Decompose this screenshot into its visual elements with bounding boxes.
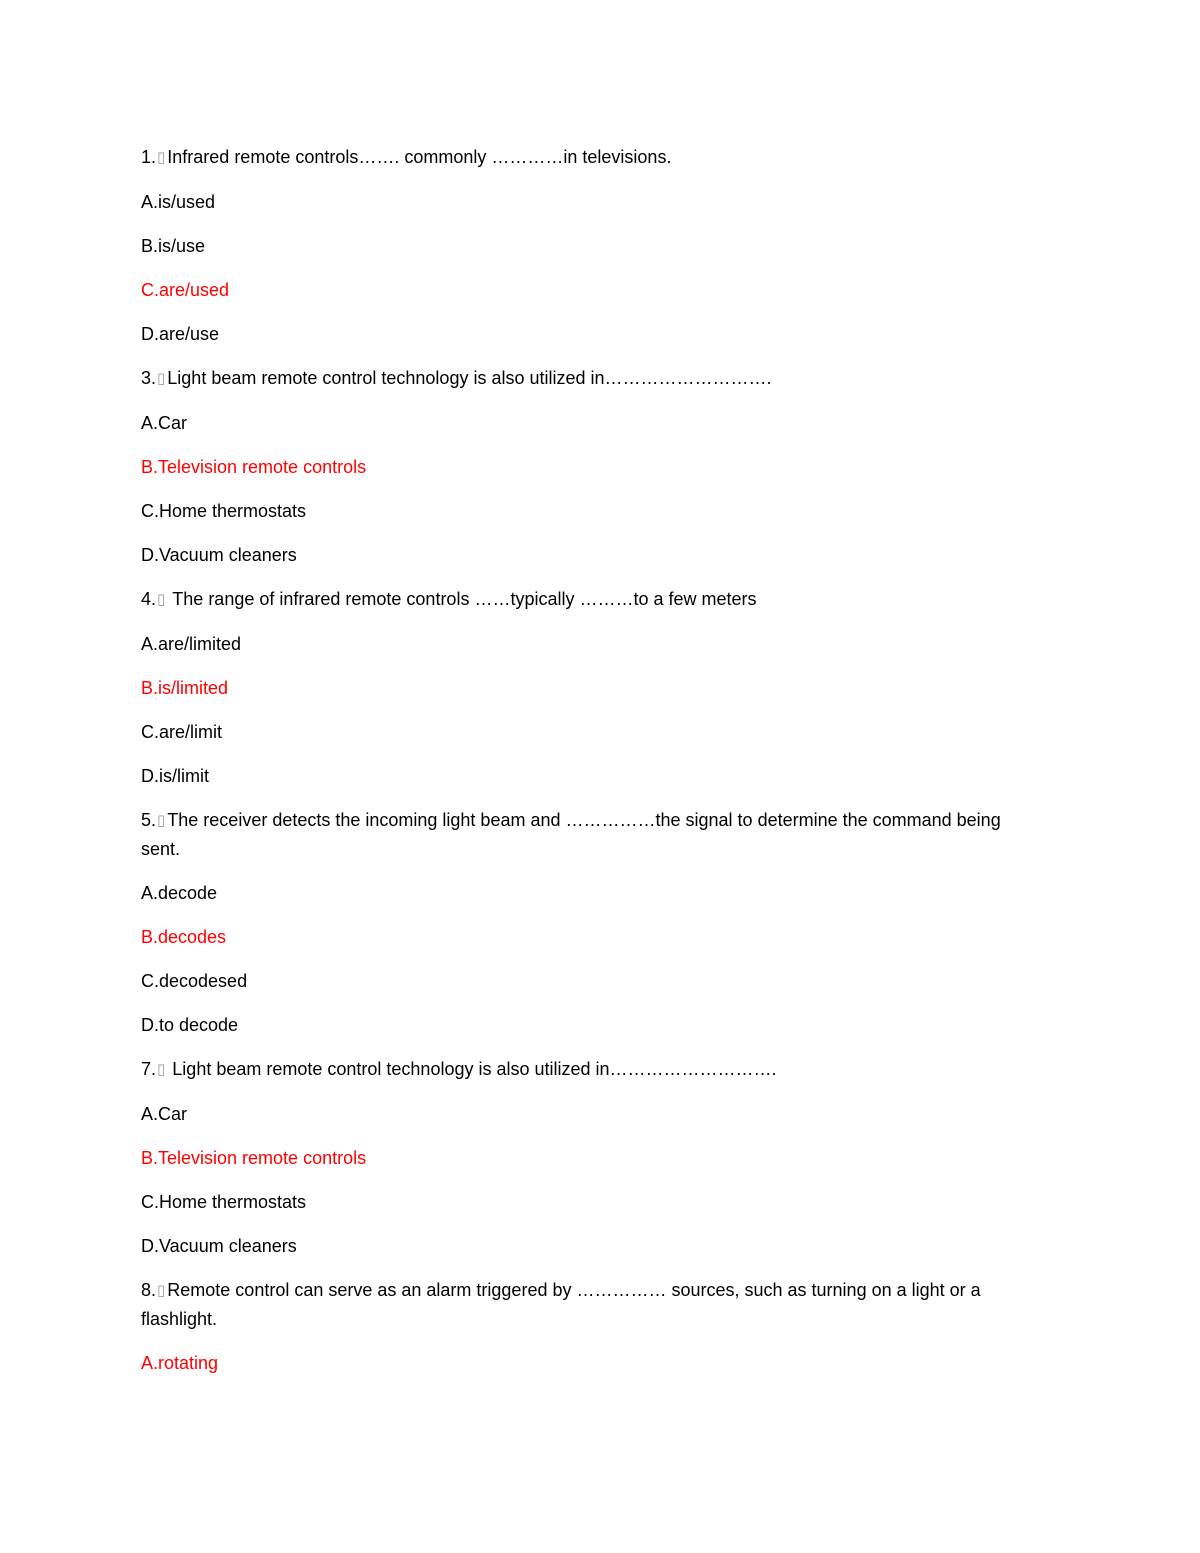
option-a: A.decode (141, 883, 218, 903)
question-1 (141, 143, 1041, 172)
option-c: C.Home thermostats (141, 1192, 307, 1212)
option-a-correct: A.rotating (141, 1353, 219, 1373)
option-b-correct: B.is/limited (141, 678, 229, 698)
option-c: C.decodesed (141, 971, 248, 991)
question-number: 1. ▯ (141, 147, 167, 167)
question-7 (141, 1055, 1041, 1084)
option-c: C.are/limit (141, 722, 223, 742)
option-d: D.Vacuum cleaners (141, 545, 297, 565)
question-text: The receiver detects the incoming light beam and ……………the signal to determine the command being sent. (141, 810, 1001, 859)
question-number: 4. ▯ (141, 589, 167, 609)
option-d: D.to decode (141, 1015, 239, 1035)
option-a: A.are/limited (141, 634, 242, 654)
option-a: A.Car (141, 1104, 188, 1124)
question-number: 3. ▯ (141, 368, 167, 388)
question-4 (141, 585, 1041, 614)
question-text: Light beam remote control technology is also utilized in………………………. (167, 368, 772, 388)
option-c: C.Home thermostats (141, 501, 307, 521)
question-text: Light beam remote control technology is also utilized in………………………. (172, 1059, 777, 1079)
option-a: A.is/used (141, 192, 216, 212)
option-b-correct: B.Television remote controls (141, 457, 367, 477)
option-d: D.Vacuum cleaners (141, 1236, 297, 1256)
question-number: 8. ▯ (141, 1280, 167, 1300)
option-b: B.is/use (141, 236, 206, 256)
option-b-correct: B.Television remote controls (141, 1148, 367, 1168)
option-a: A.Car (141, 413, 188, 433)
question-text: The range of infrared remote controls ……typically ………to a few meters (172, 589, 757, 609)
question-number: 7. ▯ (141, 1059, 167, 1079)
document-body (141, 143, 1041, 1393)
question-number: 5. ▯ (141, 810, 167, 830)
question-3 (141, 364, 1041, 393)
question-text: Infrared remote controls……. commonly …………in televisions. (167, 147, 672, 167)
question-text: Remote control can serve as an alarm triggered by …………… sources, such as turning on a light or a flashlight. (141, 1280, 981, 1329)
question-5 (141, 806, 1041, 863)
question-8 (141, 1276, 1041, 1333)
option-b-correct: B.decodes (141, 927, 227, 947)
option-c-correct: C.are/used (141, 280, 230, 300)
option-d: D.are/use (141, 324, 220, 344)
option-d: D.is/limit (141, 766, 209, 786)
